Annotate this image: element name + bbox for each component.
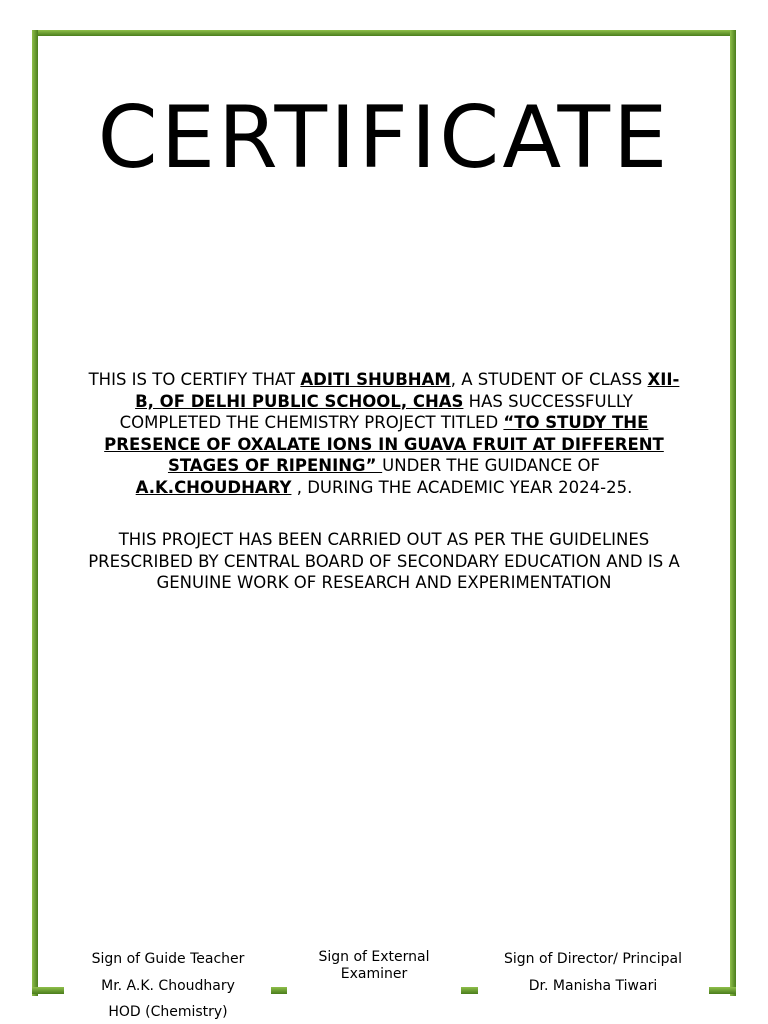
student-name: ADITI SHUBHAM bbox=[300, 370, 451, 389]
intro-text: THIS IS TO CERTIFY THAT bbox=[88, 370, 301, 389]
after-name-text: , A STUDENT OF CLASS bbox=[450, 370, 648, 389]
closing-text: , DURING THE ACADEMIC YEAR 2024-25. bbox=[291, 477, 633, 497]
guide-signature-label: Sign of Guide Teacher bbox=[91, 951, 245, 967]
director-name: Dr. Manisha Tiwari bbox=[528, 978, 658, 994]
external-signature-label: Sign of External Examiner bbox=[318, 949, 430, 982]
guide-name-line: Mr. A.K. Choudhary bbox=[101, 978, 235, 994]
border-bottom-segment bbox=[271, 987, 287, 994]
director-signature-label: Sign of Director/ Principal bbox=[504, 951, 682, 967]
border-right bbox=[730, 30, 736, 996]
guidelines-paragraph: THIS PROJECT HAS BEEN CARRIED OUT AS PER THE GUIDELINES PRESCRIBED BY CENTRAL BOARD OF SECONDARY EDUCATION AND IS A GENUINE WORK OF RESEARCH AND EXPERIMENTATION bbox=[88, 530, 680, 592]
guide-name: A.K.CHOUDHARY bbox=[135, 477, 292, 497]
certificate-title: CERTIFICATE bbox=[97, 88, 671, 188]
border-bottom-segment bbox=[461, 987, 478, 994]
after-school-text: HAS SUCCESSFULLY COMPLETED THE CHEMISTRY PROJECT TITLED bbox=[119, 391, 633, 432]
external-signature-block bbox=[298, 949, 450, 983]
guide-designation: HOD (Chemistry) bbox=[108, 1004, 228, 1020]
certification-paragraph bbox=[88, 369, 680, 498]
after-title-text: UNDER THE GUIDANCE OF bbox=[382, 456, 601, 475]
border-bottom-segment bbox=[709, 987, 736, 994]
border-left bbox=[32, 30, 38, 996]
border-top bbox=[32, 30, 736, 36]
class-school: XII-B, OF DELHI PUBLIC SCHOOL, CHAS bbox=[135, 370, 680, 411]
border-bottom-segment bbox=[32, 987, 64, 994]
project-title: “TO STUDY THE PRESENCE OF OXALATE IONS IN GUAVA FRUIT AT DIFFERENT STAGES OF RIPENING” bbox=[104, 413, 664, 475]
